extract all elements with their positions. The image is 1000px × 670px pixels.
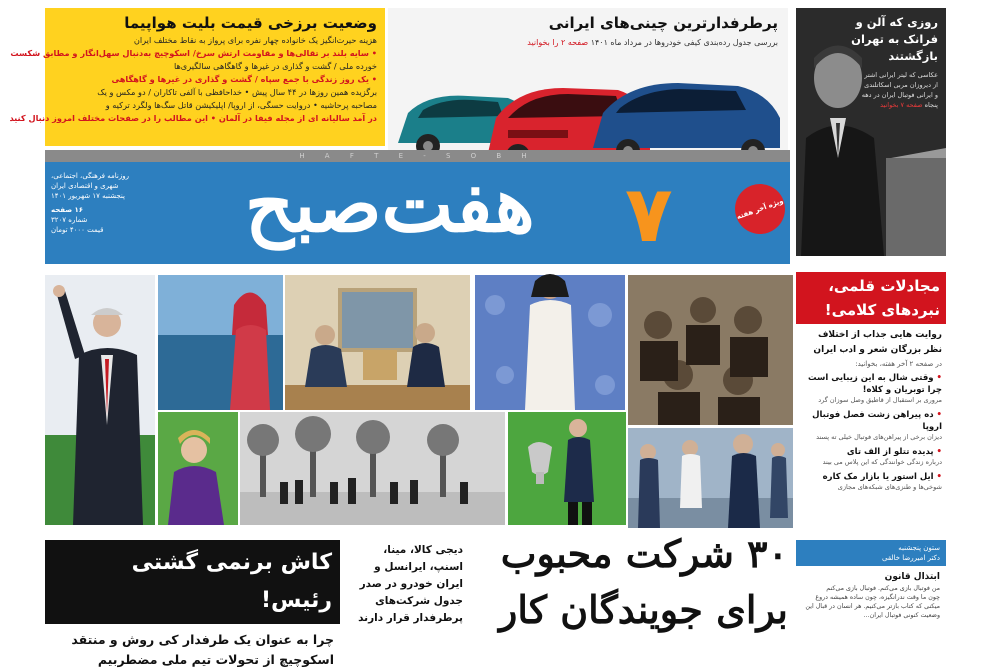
column-header — [796, 540, 946, 566]
summary-line: ایران خودرو در صدر — [359, 578, 463, 590]
photo-trophy — [508, 412, 626, 525]
summary-line: جدول شرکت‌های — [375, 595, 463, 607]
feature-item[interactable] — [796, 370, 946, 407]
masthead-tagline-1: روزنامه فرهنگی، اجتماعی، — [51, 172, 129, 180]
article-title: کاش برنمی گشتی رئیس! — [45, 540, 340, 624]
article-summary-line: اسکوچیچ از تحولات تیم ملی مضطربیم — [97, 652, 334, 667]
promo-line: • یک روز زندگی با جمع سپاه / گشت و گذاری در غیرها و گاهگاهی — [111, 74, 377, 84]
masthead-pages: ۱۶ صفحه — [51, 206, 84, 214]
feature-item[interactable] — [796, 444, 946, 469]
feature-item-desc: درباره زندگی خوانندگی که این پلاس می بیند — [822, 458, 942, 466]
feature-item-title: ایل استور یا بازار مک کاره — [822, 472, 934, 482]
summary-line: پرطرفدار قرار دارند — [358, 612, 463, 624]
masthead — [45, 162, 790, 264]
column-text-line: وضعیت کنونی فوتبال ایران... — [863, 612, 940, 619]
feature-title — [796, 272, 946, 324]
column-author: دکتر امیررضا خالقی — [882, 554, 940, 562]
promo-title: وضعیت برزخی قیمت بلیت هواپیما — [124, 14, 377, 32]
headline-line-1: ۳۰ شرکت محبوب — [500, 531, 788, 576]
newspaper-logo: هفت‌صبح — [245, 160, 535, 249]
promo-line: در آمد سالیانه ای از مجله فیفا در آلمان • این مطالب را در صفحات مختلف امروز دنبال کنید — [9, 113, 377, 123]
summary-line: دیجی کالا، مینا، — [383, 544, 463, 556]
promo-line: مصاحبه پرحاشیه • دروایت حسگی، از اروپا/ اپلیکیشن قاتل سگ‌ها ولگرد ترکیه و — [105, 100, 377, 110]
column-title: ابتذال قانون — [884, 572, 940, 582]
summary-line: اسنپ، ایرانسل و — [374, 561, 463, 573]
column-text-line: من فوتبال بازی می‌کنم. فوتبال بازی می‌کنم — [826, 585, 940, 592]
portrait-description — [860, 70, 938, 110]
photo-meeting — [285, 275, 470, 410]
photo-woman-sea — [158, 275, 283, 410]
photo-vintage-group — [628, 275, 793, 425]
opinion-column[interactable] — [796, 540, 946, 657]
header-strip: H A F T E - S O B H — [45, 150, 790, 162]
promo-box-portrait[interactable] — [796, 8, 946, 256]
cars-promo-subtitle — [527, 38, 778, 47]
feature-item-title: وقتی شال به این زیبایی است — [808, 373, 934, 383]
cars-promo-page-note: صفحه ۲ را بخوانید — [527, 38, 589, 47]
article-national-team[interactable] — [45, 540, 340, 667]
feature-item[interactable] — [796, 469, 946, 494]
promo-lines — [9, 34, 377, 125]
promo-box-airfare[interactable] — [9, 8, 385, 146]
weekend-special-badge: ویژه آخر هفته — [728, 177, 792, 241]
article-companies-summary[interactable] — [345, 542, 463, 652]
feature-item-desc: دیزان برخی از پیراهن‌های فوتبال خیلی ته پسند — [816, 433, 942, 441]
promo-line: خورده ملی / گشت و گذاری در غیرها و گاهگاهی سالگیری‌ها — [174, 61, 377, 71]
feature-item-title-2: چرا توبریان و کلاه! — [862, 385, 942, 395]
feature-item[interactable] — [796, 407, 946, 444]
bullet-icon: • — [933, 373, 942, 383]
portrait-title-line: روزی که آلن و — [855, 15, 938, 29]
bullet-icon: • — [933, 447, 942, 457]
headline-line-2: برای جویندگان کار — [498, 587, 788, 632]
masthead-tagline-2: شهری و اقتصادی ایران — [51, 182, 119, 190]
feature-item-title: ده پیراهن زشت فصل فوتبال اروپا — [812, 410, 942, 432]
column-label: ستون پنجشنبه — [898, 544, 940, 552]
feature-title-line: مجادلات قلمی، — [828, 277, 940, 295]
promo-line: • سایه بلند بر تقالی‌ها و مقاومت ارتش سرخ/ اسکوچیچ به‌دنبال سهل‌انگار و مطابق شکست — [10, 48, 377, 58]
cars-promo-subtitle-text: بررسی جدول رده‌بندی کیفی خودروها در مرداد ماه ۱۴۰۱ — [590, 38, 778, 47]
feature-title-line: نبردهای کلامی! — [824, 301, 940, 319]
main-headline[interactable] — [468, 526, 788, 654]
bullet-icon: • — [933, 472, 942, 482]
logo-number: ۷ — [625, 170, 673, 260]
bullet-icon: • — [933, 410, 942, 420]
article-summary-line: چرا به عنوان یک طرفدار کی روش و منتقد — [71, 632, 334, 647]
masthead-date: پنجشنبه ۱۷ شهریور ۱۴۰۱ — [51, 192, 125, 200]
portrait-title-line: فرانک به تهران — [851, 32, 938, 46]
photo-historic-street — [240, 412, 505, 525]
portrait-page-note: صفحه ۷ بخوانید — [880, 101, 923, 109]
portrait-title-line: بازگشتند — [888, 49, 938, 63]
feature-item-title: پدیده تتلو از الف تای — [846, 447, 934, 457]
masthead-price: قیمت ۴۰۰۰ تومان — [51, 226, 104, 234]
masthead-issue: شماره ۳۲۰۷ — [51, 216, 88, 224]
photo-vintage-players — [628, 428, 793, 528]
promo-line: هزینه حیرت‌انگیز یک خانواده چهار نفره برای پرواز به نقاط مختلف ایران — [133, 35, 377, 45]
feature-intro: در صفحه ۲ آخر هفته، بخوانید: — [855, 360, 942, 368]
column-text-line: میکنی که کتاب بازتر می‌کنیم. هر انسان در قبال این — [805, 603, 940, 610]
feature-item-desc: مروری بر استقبال از قاطیق وصل سوزان گرد — [818, 396, 942, 404]
cars-image — [388, 58, 788, 164]
portrait-desc-text: عکاسی که لیتر ایرانی اشتر از دیروزان مربی اسکاتلندی و ایرانی فوتبال ایران در دهه پنجاه — [861, 71, 938, 109]
column-text-line: چون ما وقت ندرانگیزه، چون ساده همیشه دروغ — [815, 594, 940, 601]
feature-subtitle: روایت هایی جذاب از اختلاف نظر بزرگان شعر و ادب ایران — [813, 330, 942, 355]
photo-footballer — [158, 412, 238, 525]
photo-coach-waving — [45, 275, 155, 525]
feature-column-literature[interactable] — [796, 272, 946, 534]
portrait-title — [851, 14, 938, 65]
promo-box-cars[interactable] — [388, 8, 788, 164]
promo-line: برگزیده همین روزها در ۴۴ سال پیش • خداحافظی با آلفی تاکاران / دو مکس و یک — [97, 87, 377, 97]
photo-actress-festival — [475, 275, 625, 410]
cars-promo-title: پرطرفدارترین چینی‌های ایرانی — [548, 14, 778, 32]
feature-item-desc: شوخی‌ها و طنزی‌های شبکه‌های مجازی — [837, 483, 942, 491]
